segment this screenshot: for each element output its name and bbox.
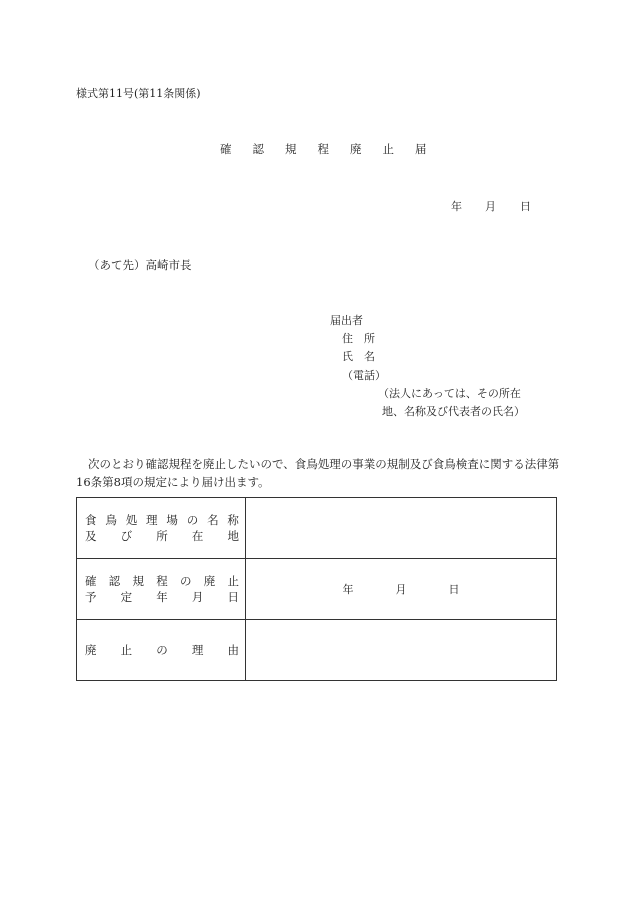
- label-char: の: [186, 513, 199, 527]
- date-day-label: 日: [520, 200, 531, 213]
- label-char: 規: [132, 574, 144, 588]
- label-char: 在: [191, 529, 204, 543]
- label-char: 由: [227, 643, 239, 657]
- abolition-date-field[interactable]: [246, 559, 557, 620]
- label-char: 年: [156, 590, 168, 604]
- applicant-note-line2: 地、名称及び代表者の氏名）: [382, 405, 525, 419]
- month-label: 月: [395, 583, 407, 596]
- year-label: 年: [342, 583, 354, 596]
- label-char: 処: [125, 513, 138, 527]
- abolition-date-label: [77, 559, 246, 620]
- applicant-block: [330, 312, 525, 421]
- label-char: 認: [108, 574, 121, 588]
- label-char: 鳥: [105, 513, 117, 527]
- abolition-reason-field[interactable]: [246, 620, 557, 681]
- label-char: 廃: [85, 643, 97, 657]
- label-char: 確: [85, 574, 97, 588]
- label-char: 程: [156, 574, 168, 588]
- label-char: 場: [166, 513, 178, 527]
- label-char: 理: [191, 643, 204, 657]
- label-char: 地: [227, 529, 239, 543]
- label-char: 食: [85, 513, 97, 527]
- label-char: 称: [227, 513, 239, 527]
- label-char: 定: [120, 590, 133, 604]
- label-char: 日: [227, 590, 239, 604]
- name-label: 氏 名: [342, 350, 375, 364]
- label-char: 予: [85, 590, 97, 604]
- title-char: 程: [317, 142, 329, 156]
- title-char: 止: [382, 142, 394, 156]
- label-char: 所: [156, 529, 168, 543]
- document-title: [220, 141, 448, 157]
- abolition-reason-label: [77, 620, 246, 681]
- title-char: 規: [285, 142, 297, 156]
- date-year-label: 年: [451, 200, 462, 213]
- title-char: 確: [220, 142, 232, 156]
- label-char: 止: [227, 574, 239, 588]
- form-number: 様式第11号(第11条関係): [76, 87, 201, 100]
- label-char: 及: [85, 529, 97, 543]
- table-row: [77, 559, 557, 620]
- form-table: [76, 497, 557, 681]
- applicant-note-line1: （法人にあっては、その所在: [378, 386, 521, 400]
- title-char: 廃: [350, 142, 362, 156]
- facility-name-field[interactable]: [246, 498, 557, 559]
- title-char: 届: [415, 142, 427, 156]
- label-char: の: [156, 643, 168, 657]
- applicant-heading: 届出者: [330, 314, 363, 327]
- addressee: （あて先）高崎市長: [88, 258, 192, 272]
- label-char: の: [180, 574, 192, 588]
- date-month-label: 月: [485, 200, 496, 213]
- day-label: 日: [448, 583, 460, 596]
- address-label: 住 所: [342, 332, 375, 346]
- label-char: 名: [207, 513, 219, 527]
- facility-name-label: [77, 498, 246, 559]
- phone-label: （電話）: [342, 368, 386, 382]
- label-char: び: [120, 529, 133, 543]
- label-char: 理: [146, 513, 158, 527]
- table-row: [77, 498, 557, 559]
- table-row: [77, 620, 557, 681]
- title-char: 認: [252, 142, 264, 156]
- body-text: 次のとおり確認規程を廃止したいので、食鳥処理の事業の規制及び食鳥検査に関する法律第16条第8項の規定により届け出ます。: [76, 457, 560, 489]
- label-char: 廃: [203, 574, 216, 588]
- label-char: 月: [191, 590, 204, 604]
- label-char: 止: [120, 643, 133, 657]
